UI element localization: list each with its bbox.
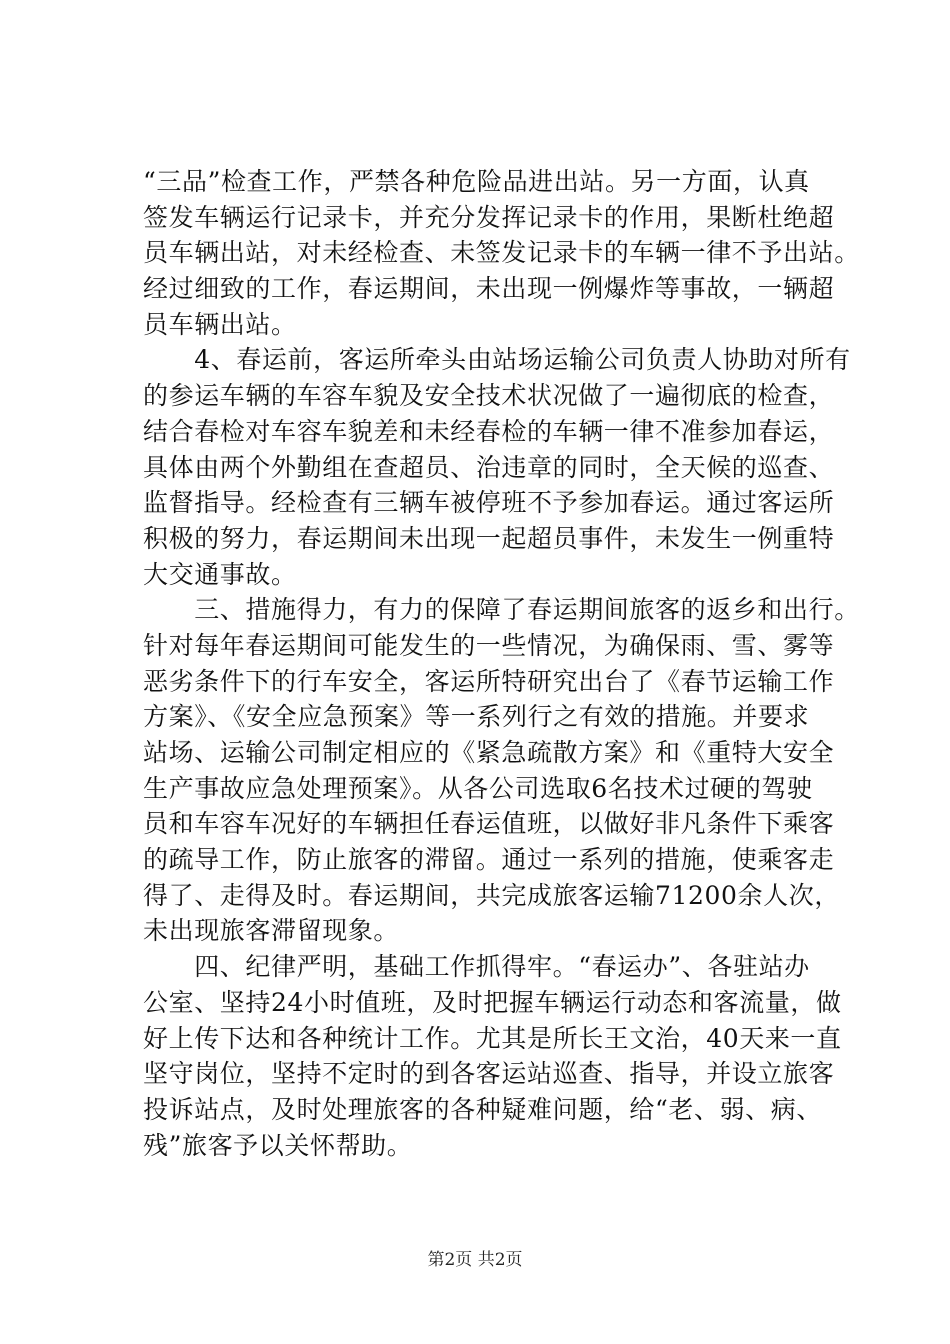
text-line: 三、措施得力，有力的保障了春运期间旅客的返乡和出行。 bbox=[143, 595, 860, 625]
text-line: 4、春运前，客运所牵头由站场运输公司负责人协助对所有 bbox=[143, 345, 851, 375]
text-line: 结合春检对车容车貌差和未经春检的车辆一律不准参加春运， bbox=[143, 416, 835, 446]
text-line: 公室、坚持24小时值班，及时把握车辆运行动态和客流量，做 bbox=[143, 987, 842, 1017]
text-line: 的疏导工作，防止旅客的滞留。通过一系列的措施，使乘客走 bbox=[143, 845, 835, 875]
page-number-footer: 第2页 共2页 bbox=[427, 1250, 523, 1270]
text-line: “三品”检查工作，严禁各种危险品进出站。另一方面，认真 bbox=[143, 167, 810, 196]
text-line: 坚守岗位，坚持不定时的到各客运站巡查、指导，并设立旅客 bbox=[143, 1059, 835, 1089]
text-line: 员车辆出站。 bbox=[143, 309, 297, 339]
text-line: 针对每年春运期间可能发生的一些情况，为确保雨、雪、雾等 bbox=[143, 630, 835, 660]
text-line: 投诉站点，及时处理旅客的各种疑难问题，给“老、弱、病、 bbox=[143, 1094, 822, 1124]
text-line: 未出现旅客滞留现象。 bbox=[143, 916, 400, 946]
text-line: 具体由两个外勤组在查超员、治违章的同时，全天候的巡查、 bbox=[143, 452, 835, 482]
text-line: 残”旅客予以关怀帮助。 bbox=[143, 1130, 413, 1160]
text-line: 得了、走得及时。春运期间，共完成旅客运输71200余人次， bbox=[143, 880, 840, 910]
text-line: 员和车容车况好的车辆担任春运值班，以做好非凡条件下乘客 bbox=[143, 809, 835, 839]
text-line: 积极的努力，春运期间未出现一起超员事件，未发生一例重特 bbox=[143, 523, 835, 553]
text-line: 员车辆出站，对未经检查、未签发记录卡的车辆一律不予出站。 bbox=[143, 238, 860, 268]
text-line: 的参运车辆的车容车貌及安全技术状况做了一遍彻底的检查， bbox=[143, 381, 835, 411]
text-line: 方案》、《安全应急预案》等一系列行之有效的措施。并要求 bbox=[143, 702, 810, 732]
text-line: 四、纪律严明，基础工作抓得牢。“春运办”、各驻站办 bbox=[143, 952, 810, 982]
text-line: 大交通事故。 bbox=[143, 559, 297, 589]
text-line: 签发车辆运行记录卡，并充分发挥记录卡的作用，果断杜绝超 bbox=[143, 202, 835, 232]
text-line: 监督指导。经检查有三辆车被停班不予参加春运。通过客运所 bbox=[143, 488, 835, 518]
text-line: 经过细致的工作，春运期间，未出现一例爆炸等事故，一辆超 bbox=[143, 274, 835, 304]
text-line: 生产事故应急处理预案》。从各公司选取6名技术过硬的驾驶 bbox=[143, 773, 813, 803]
text-line: 站场、运输公司制定相应的《紧急疏散方案》和《重特大安全 bbox=[143, 738, 835, 767]
text-line: 好上传下达和各种统计工作。尤其是所长王文治，40天来一直 bbox=[143, 1023, 842, 1053]
text-line: 恶劣条件下的行车安全，客运所特研究出台了《春节运输工作 bbox=[143, 666, 835, 696]
body-text bbox=[143, 164, 860, 1163]
